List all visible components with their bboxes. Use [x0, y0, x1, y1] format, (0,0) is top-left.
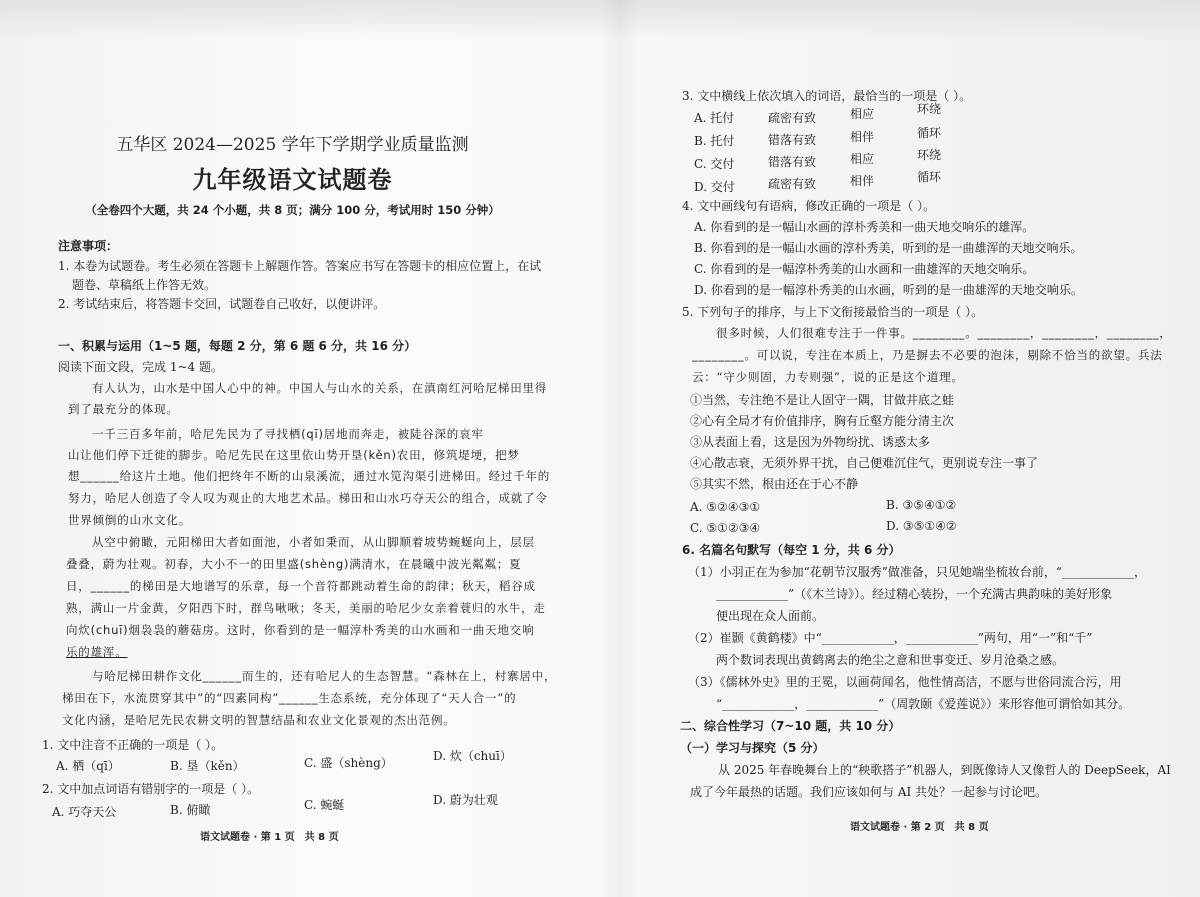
passage-line: 叠叠，蔚为壮观。初春，大小不一的田里盛(shèng)满清水，在晨曦中波光粼粼；夏 [66, 557, 522, 571]
question-4-stem: 4. 文中画线句有语病，修改正确的一项是（ ）。 [682, 199, 936, 213]
question-6-sub-2-cont: 两个数词表现出黄鹤离去的绝尘之意和世事变迁、岁月沧桑之感。 [716, 653, 1065, 667]
passage-line-underlined: 乐的雄浑。 [66, 645, 128, 659]
passage-line: 山让他们停下迁徙的脚步。哈尼先民在这里依山势开垦(kěn)农田，修筑堤埂，把梦 [68, 448, 520, 462]
question-5-item: ⑤其实不然，根由还在于心不静 [690, 477, 859, 491]
question-3-option-d-word2: 疏密有致 [768, 177, 817, 191]
question-5-item: ②心有全局才有价值排序，胸有丘壑方能分清主次 [690, 414, 955, 428]
question-6-sub-3-cont: “____________，____________”（周敦颐《爱莲说》）来形容他可谓恰如其分。 [716, 697, 1131, 711]
question-5-option-c: C. ⑤①②③④ [690, 521, 761, 535]
question-3-option-b-word2: 错落有致 [768, 133, 817, 147]
question-6-sub-3: （3）《儒林外史》里的王冕，以画荷闻名，他性情高洁，不愿与世俗同流合污，用 [688, 675, 1122, 689]
passage-line: 梯田在下，水流贯穿其中”的“四素同构”______生态系统，充分体现了“天人合一”的 [62, 691, 517, 705]
question-5-option-b: B. ③⑤④①② [886, 498, 957, 512]
passage-line: 到了最充分的体现。 [68, 402, 179, 416]
question-5-context: 云：“守少则固，力专则强”，说的正是这个道理。 [692, 370, 964, 384]
question-2-option-a: A. 巧夺天公 [52, 805, 117, 819]
question-3-option-b-word3: 相伴 [850, 130, 875, 144]
passage-line: 日，______的梯田是大地谱写的乐章，每一个音符都跳动着生命的韵律；秋天，稻谷成 [66, 579, 536, 593]
question-2-option-d: D. 蔚为壮观 [433, 793, 498, 807]
passage-line: 向炊(chuī)烟袅袅的蘑菇房。这时，你看到的是一幅淳朴秀美的山水画和一曲天地交响 [66, 623, 535, 637]
question-3-option-a-word2: 疏密有致 [768, 111, 817, 125]
section-1-heading: 一、积累与运用（1~5 题，每题 2 分，第 6 题 6 分，共 16 分） [58, 339, 417, 353]
page-gutter [600, 0, 640, 897]
exam-title: 五华区 2024—2025 学年下学期学业质量监测 [116, 135, 469, 155]
question-2-option-b: B. 俯瞰 [170, 803, 211, 817]
exam-info: （全卷四个大题，共 24 个小题，共 8 页；满分 100 分，考试用时 150 分钟） [85, 203, 500, 217]
left-page [0, 0, 585, 897]
question-6-sub-1-cont: 便出现在众人面前。 [716, 609, 825, 623]
question-6-sub-2: （2）崔颢《黄鹤楼》中“____________，____________”两句，用“一”和“千” [688, 631, 1093, 645]
passage-line: 世界倾倒的山水文化。 [68, 513, 191, 527]
passage-line: 努力，哈尼人创造了令人叹为观止的大地艺术品。梯田和山水巧夺天公的组合，成就了令 [68, 491, 548, 505]
question-2-option-c: C. 蜿蜒 [304, 798, 345, 812]
question-3-option-a-word3: 相应 [850, 107, 875, 121]
question-1-option-c: C. 盛（shèng） [304, 756, 393, 770]
question-1-option-a: A. 栖（qī） [56, 759, 120, 773]
question-5-context: 很多时候，人们很难专注于一件事。________。________，________，________， [716, 326, 1172, 340]
question-3-option-b-word4: 循环 [917, 126, 942, 140]
page-footer: 语文试题卷 · 第 2 页 共 8 页 [850, 822, 989, 833]
question-4-option-c: C. 你看到的是一幅淳朴秀美的山水画和一曲雄浑的天地交响乐。 [694, 262, 1035, 276]
intro-text: 成了今年最热的话题。我们应该如何与 AI 共处？一起参与讨论吧。 [690, 785, 1048, 799]
passage-line: 想______给这片土地。他们把终年不断的山泉溪流，通过水笕沟渠引进梯田。经过千年的 [68, 469, 551, 483]
question-1-stem: 1. 文中注音不正确的一项是（ ）。 [42, 738, 224, 752]
question-5-stem: 5. 下列句子的排序，与上下文衔接最恰当的一项是（ ）。 [682, 305, 984, 319]
read-instruction: 阅读下面文段，完成 1~4 题。 [58, 360, 223, 374]
question-5-option-a: A. ⑤②④③① [690, 500, 761, 514]
question-5-item: ④心散志衰，无须外界干扰，自己便难沉住气，更别说专注一事了 [690, 456, 1039, 470]
sub-section-heading: （一）学习与探究（5 分） [680, 741, 825, 755]
question-3-option-c-word3: 相应 [850, 152, 875, 166]
question-1-option-b: B. 垦（kěn） [170, 759, 245, 773]
question-3-option-d-word4: 循环 [917, 170, 942, 184]
question-6-stem: 6. 名篇名句默写（每空 1 分，共 6 分） [682, 543, 901, 557]
question-3-option-b: B. 托付 [694, 134, 735, 148]
question-3-option-c: C. 交付 [694, 157, 735, 171]
question-6-sub-1: （1）小羽正在为参加“花朝节汉服秀”做准备，只见她端坐梳妆台前，“____________， [688, 565, 1147, 579]
question-1-option-d: D. 炊（chuī） [433, 749, 512, 763]
notice-heading: 注意事项： [58, 239, 119, 253]
passage-line: 从空中俯瞰，元阳梯田大者如面池，小者如秉而，从山脚顺着坡势蜿蜒向上，层层 [92, 535, 535, 549]
right-page [660, 0, 1200, 897]
question-3-option-c-word4: 环绕 [917, 148, 942, 162]
section-2-heading: 二、综合性学习（7~10 题，共 10 分） [680, 719, 901, 733]
question-5-item: ③从表面上看，这是因为外物纷扰、诱惑太多 [690, 435, 931, 449]
page-footer: 语文试题卷 · 第 1 页 共 8 页 [200, 832, 339, 843]
question-5-option-d: D. ③⑤①④② [886, 519, 957, 533]
passage-line: 与哈尼梯田耕作文化______而生的，还有哈尼人的生态智慧。“森林在上，村寨居中， [92, 669, 557, 683]
notice-item-1-cont: 题卷、草稿纸上作答无效。 [72, 278, 217, 292]
question-4-option-b: B. 你看到的是一幅山水画的淳朴秀美，听到的是一曲雄浑的天地交响乐。 [694, 241, 1083, 255]
notice-item-2: 2. 考试结束后，将答题卡交回，试题卷自己收好，以便讲评。 [58, 297, 386, 311]
passage-line: 熟，满山一片金黄，夕阳西下时，群鸟啾啾；冬天，美丽的哈尼少女亲着蓑归的水牛，走 [66, 601, 546, 615]
intro-text: 从 2025 年春晚舞台上的“秧歌搭子”机器人，到既像诗人又像哲人的 DeepSeek，AI [718, 763, 1171, 777]
notice-item-1: 1. 本卷为试题卷。考生必须在答题卡上解题作答。答案应书写在答题卡的相应位置上，在试 [58, 259, 542, 273]
question-4-option-a: A. 你看到的是一幅山水画的淳朴秀美和一曲天地交响乐的雄浑。 [694, 220, 1035, 234]
question-3-option-c-word2: 错落有致 [768, 155, 817, 169]
question-3-option-d-word3: 相伴 [850, 174, 875, 188]
question-5-context: ________。可以说，专注在本质上，乃是摒去不必要的泡沫，剔除不恰当的欲望。兵法 [692, 348, 1163, 362]
question-3-option-d: D. 交付 [694, 180, 735, 194]
passage-line: 文化内涵，是哈尼先民农耕文明的智慧结晶和农业文化景观的杰出范例。 [62, 713, 456, 727]
question-3-option-a: A. 托付 [694, 111, 735, 125]
passage-line: 有人认为，山水是中国人心中的神。中国人与山水的关系，在滇南红河哈尼梯田里得 [92, 381, 548, 395]
subject-title: 九年级语文试题卷 [192, 165, 393, 194]
question-3-option-a-word4: 环绕 [917, 102, 942, 116]
question-3-stem: 3. 文中横线上依次填入的词语，最恰当的一项是（ ）。 [682, 89, 972, 103]
passage-line: 一千三百多年前，哈尼先民为了寻找栖(qī)居地而奔走，被陡谷深的哀牢 [92, 427, 484, 441]
question-4-option-d: D. 你看到的是一幅淳朴秀美的山水画，听到的是一曲雄浑的天地交响乐。 [694, 283, 1083, 297]
question-6-sub-1-cont: ____________”（《木兰诗》）。经过精心装扮，一个充满古典韵味的美好形象 [716, 587, 1113, 601]
question-2-stem: 2. 文中加点词语有错别字的一项是（ ）。 [42, 782, 260, 796]
question-5-item: ①当然，专注绝不是让人固守一隅，甘做井底之蛙 [690, 393, 955, 407]
